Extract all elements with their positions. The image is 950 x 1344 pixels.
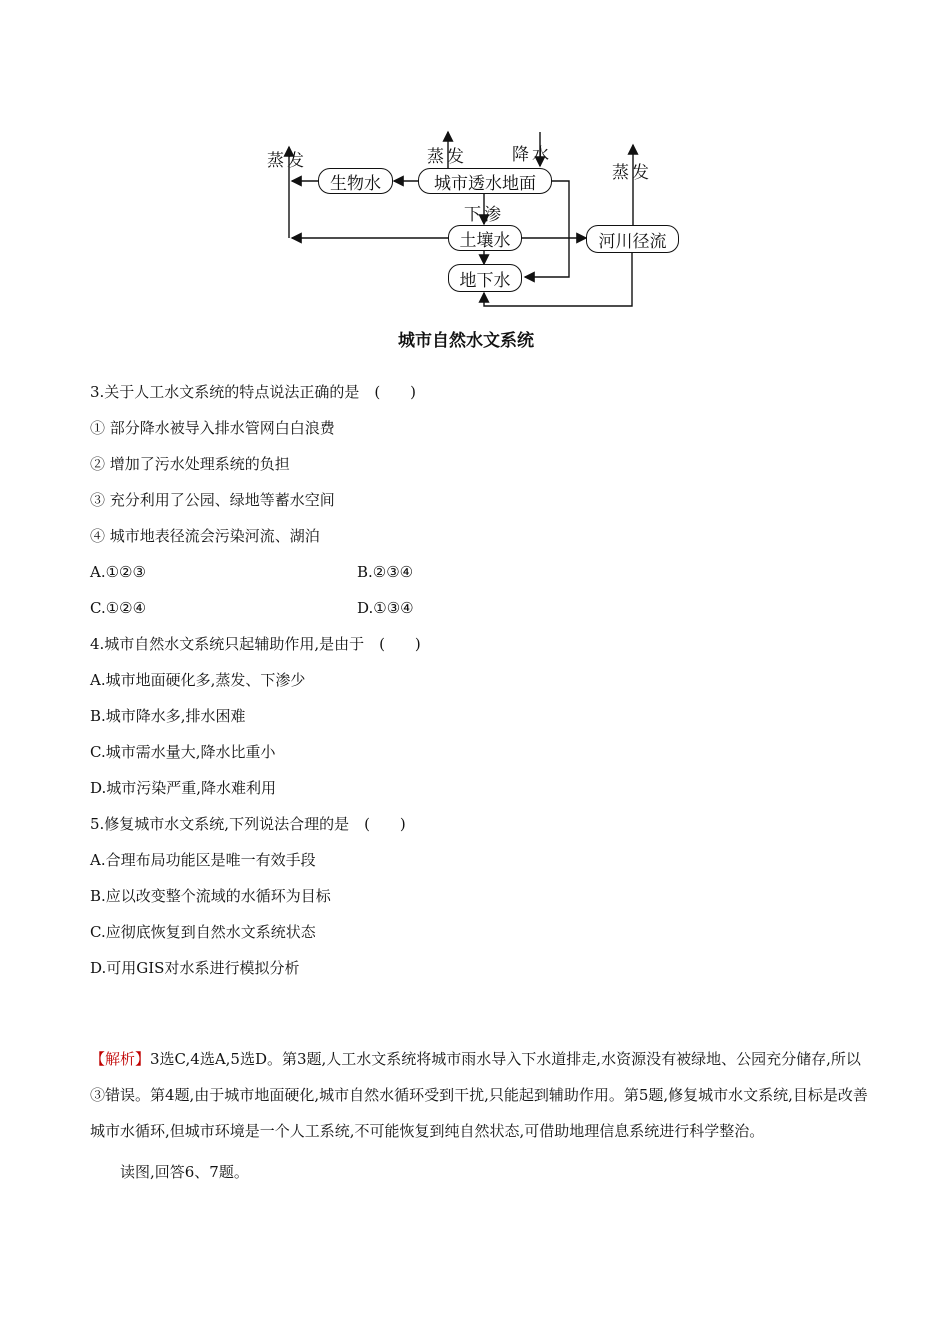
analysis-tag: 【解析】 bbox=[90, 1050, 151, 1068]
label-evaporation-right: 蒸发 bbox=[612, 163, 652, 183]
q3-option-b: B.②③④ bbox=[357, 563, 414, 581]
q5-stem: 5.修复城市水文系统,下列说法合理的是 ( ) bbox=[90, 815, 406, 833]
q3-option-d: D.①③④ bbox=[357, 599, 414, 617]
answer-analysis bbox=[90, 1041, 870, 1149]
box-groundwater: 地下水 bbox=[448, 264, 522, 292]
q3-item-3: ③ 充分利用了公园、绿地等蓄水空间 bbox=[90, 491, 335, 509]
q3-item-2: ② 增加了污水处理系统的负担 bbox=[90, 455, 290, 473]
q3-option-a: A.①②③ bbox=[90, 563, 146, 581]
q3-item-1: ① 部分降水被导入排水管网白白浪费 bbox=[90, 419, 335, 437]
q4-option-a: A.城市地面硬化多,蒸发、下渗少 bbox=[90, 671, 306, 689]
q5-option-b: B.应以改变整个流域的水循环为目标 bbox=[90, 887, 331, 905]
box-soil-water: 土壤水 bbox=[448, 225, 522, 251]
q4-option-d: D.城市污染严重,降水难利用 bbox=[90, 779, 277, 797]
arrow-surface-to-ground bbox=[525, 181, 569, 277]
q4-option-c: C.城市需水量大,降水比重小 bbox=[90, 743, 276, 761]
label-evaporation-mid: 蒸发 bbox=[427, 147, 467, 167]
q5-option-c: C.应彻底恢复到自然水文系统状态 bbox=[90, 923, 316, 941]
q3-stem: 3.关于人工水文系统的特点说法正确的是 ( ) bbox=[90, 383, 417, 401]
diagram-caption: 城市自然水文系统 bbox=[398, 331, 534, 351]
q4-option-b: B.城市降水多,排水困难 bbox=[90, 707, 246, 725]
label-precipitation: 降水 bbox=[512, 145, 552, 165]
box-bio-water: 生物水 bbox=[318, 168, 393, 194]
label-infiltration: 下渗 bbox=[464, 205, 504, 225]
analysis-text: 3选C,4选A,5选D。第3题,人工水文系统将城市雨水导入下水道排走,水资源没有被绿地、公园充分储存,所以③错误。第4题,由于城市地面硬化,城市自然水循环受到干扰,只能起到辅助作用。第5题,修复城市水文系统,目标是改善城市水循环,但城市环境是一个人工系统,不可能恢复到纯自然状态,可借助地理信息系统进行科学整治。 bbox=[90, 1050, 868, 1140]
q5-option-a: A.合理布局功能区是唯一有效手段 bbox=[90, 851, 316, 869]
q3-item-4: ④ 城市地表径流会污染河流、湖泊 bbox=[90, 527, 320, 545]
q3-option-c: C.①②④ bbox=[90, 599, 147, 617]
next-question-prompt: 读图,回答6、7题。 bbox=[120, 1163, 249, 1181]
box-river-runoff: 河川径流 bbox=[586, 225, 679, 253]
q4-stem: 4.城市自然水文系统只起辅助作用,是由于 ( ) bbox=[90, 635, 421, 653]
q5-option-d: D.可用GIS对水系进行模拟分析 bbox=[90, 959, 300, 977]
label-evaporation-left: 蒸发 bbox=[267, 151, 307, 171]
box-urban-permeable-surface: 城市透水地面 bbox=[418, 168, 552, 194]
